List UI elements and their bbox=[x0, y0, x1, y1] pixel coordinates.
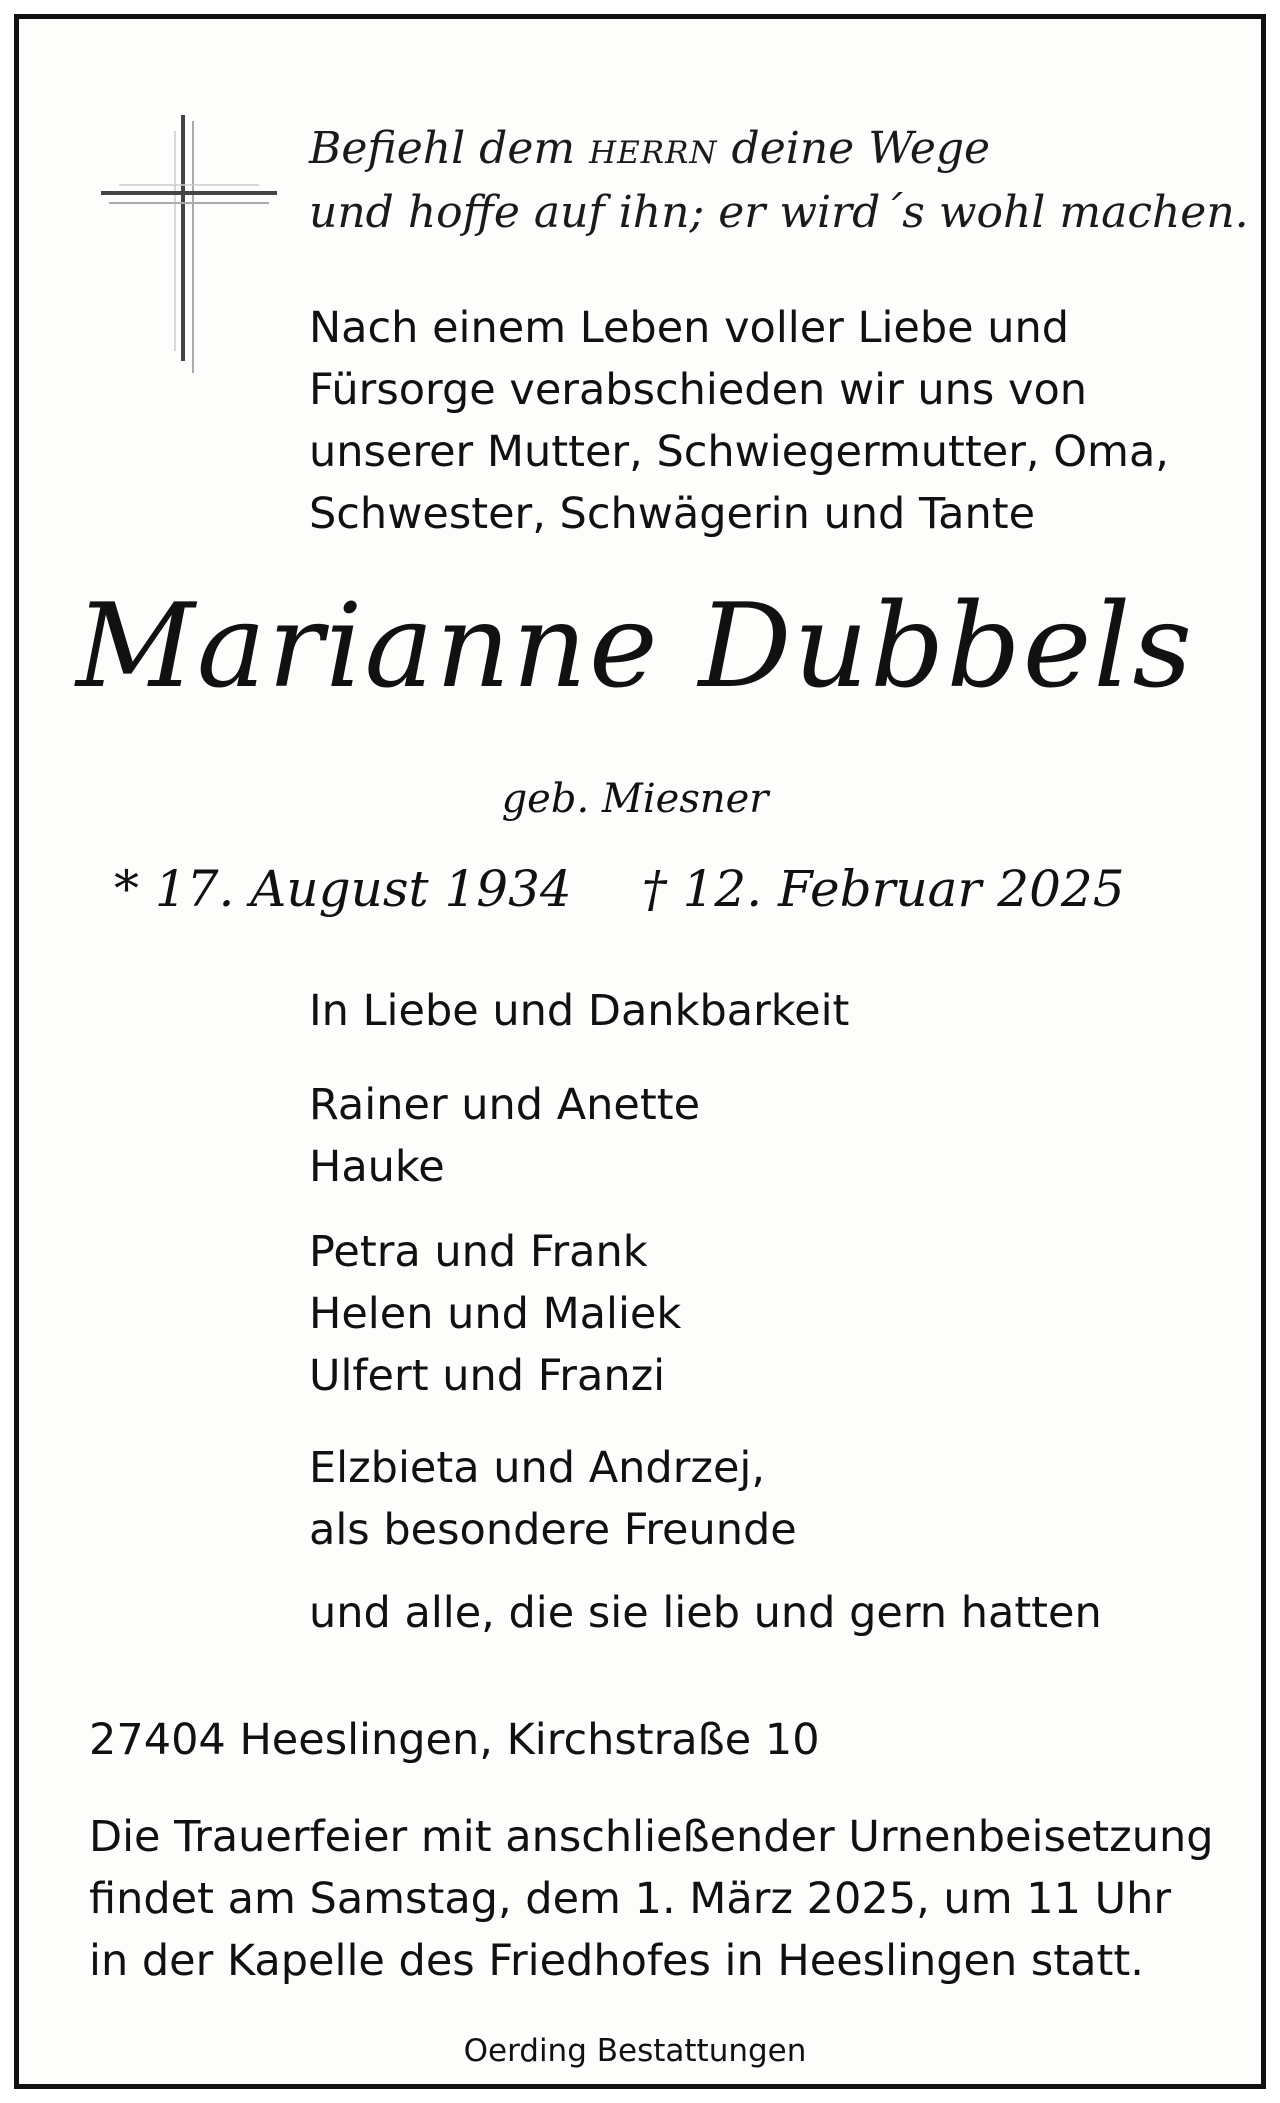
mourner-line: Petra und Frank bbox=[309, 1227, 648, 1277]
death-date: † 12. Februar 2025 bbox=[641, 860, 1125, 918]
mourner-line: als besondere Freunde bbox=[309, 1505, 797, 1555]
funeral-line: in der Kapelle des Friedhofes in Heeslingen statt. bbox=[89, 1936, 1144, 1986]
intro-text bbox=[309, 297, 1169, 545]
funeral-line: Die Trauerfeier mit anschließender Urnenbeisetzung bbox=[89, 1812, 1214, 1862]
verse-text: Befiehl dem bbox=[309, 123, 590, 174]
intro-line: unserer Mutter, Schwiegermutter, Oma, bbox=[309, 427, 1169, 477]
verse-line-2: und hoffe auf ihn; er wird´s wohl machen. bbox=[309, 187, 1249, 238]
mourner-group bbox=[309, 1437, 797, 1561]
funeral-info bbox=[89, 1806, 1214, 1992]
greeting-text: In Liebe und Dankbarkeit bbox=[309, 986, 850, 1036]
mourners-closing bbox=[309, 1582, 1102, 1644]
undertaker: Oerding Bestattungen bbox=[463, 2033, 807, 2069]
intro-line: Fürsorge verabschieden wir uns von bbox=[309, 365, 1088, 415]
intro-line: Nach einem Leben voller Liebe und bbox=[309, 303, 1070, 353]
mourner-line: Helen und Maliek bbox=[309, 1289, 682, 1339]
mourner-group bbox=[309, 1074, 700, 1198]
cross-icon bbox=[99, 111, 279, 381]
verse-text: deine Wege bbox=[717, 123, 991, 174]
mourner-line: Rainer und Anette bbox=[309, 1080, 701, 1130]
mourner-line: Hauke bbox=[309, 1142, 445, 1192]
deceased-name: Marianne Dubbels bbox=[75, 579, 1195, 714]
life-dates bbox=[114, 854, 1125, 924]
verse-smallcaps: HERRN bbox=[589, 135, 718, 171]
birth-date: * 17. August 1934 bbox=[114, 860, 572, 918]
closing-text: und alle, die sie lieb und gern hatten bbox=[309, 1588, 1102, 1638]
mourner-group bbox=[309, 1221, 681, 1407]
mourner-line: Ulfert und Franzi bbox=[309, 1351, 666, 1401]
bible-verse bbox=[309, 119, 1249, 243]
address: 27404 Heeslingen, Kirchstraße 10 bbox=[89, 1715, 820, 1765]
obituary-notice bbox=[14, 14, 1266, 2089]
mourner-line: Elzbieta und Andrzej, bbox=[309, 1443, 766, 1493]
greeting bbox=[309, 980, 849, 1042]
verse-line-1 bbox=[309, 119, 1249, 183]
intro-line: Schwester, Schwägerin und Tante bbox=[309, 489, 1036, 539]
funeral-line: findet am Samstag, dem 1. März 2025, um 11 Uhr bbox=[89, 1874, 1172, 1924]
birth-name: geb. Miesner bbox=[501, 776, 769, 822]
